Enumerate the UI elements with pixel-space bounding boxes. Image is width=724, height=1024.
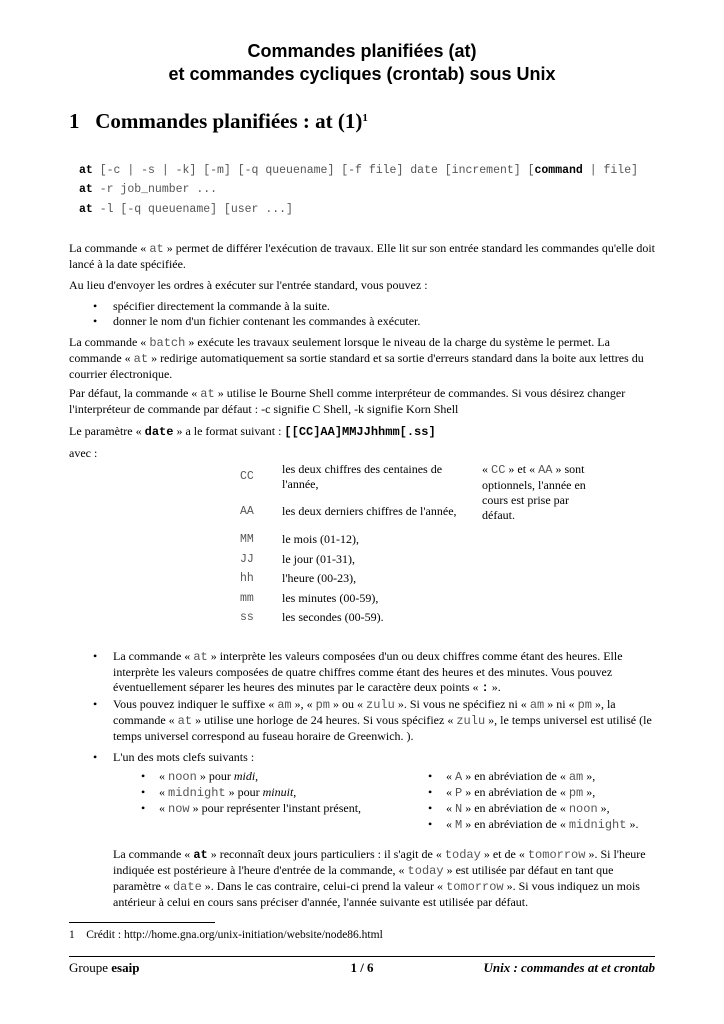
section-heading (69, 108, 368, 134)
code: pm (577, 698, 592, 712)
synopsis-options: -l [-q queuename] [user ...] (92, 203, 293, 216)
code: at (193, 650, 208, 664)
code: at (133, 352, 149, 366)
text: » interprète les valeurs composées d'un ou deux chiffres comme étant des heures. Elle interprète les valeurs composées de quatre chiffres comme étant des heures et des minutes. Vous pouvez éventuellement séparer les heures des minutes par le caractère deux points « (113, 649, 623, 694)
text: », (583, 785, 596, 799)
text: », « (291, 697, 316, 711)
text: « (159, 801, 168, 815)
code: pm (568, 786, 584, 800)
date-note (482, 462, 602, 523)
paragraph-date-format (69, 424, 659, 440)
bullet-list-1 (93, 299, 653, 329)
code: N (455, 802, 463, 816)
text: ». Si l'heure indiquée est postérieure à l'heure d'entrée de la commande, « (113, 847, 646, 877)
text: « (446, 769, 455, 783)
list-item: • L'un des mots clefs suivants : (93, 750, 255, 764)
text: » redirige automatiquement sa sortie standard et sa sortie d'erreurs standard dans la boite aux lettres du courrier électronique. (69, 351, 644, 381)
text: », (583, 769, 596, 783)
text: » en abréviation de « (462, 769, 569, 783)
text: Au lieu d'envoyer les ordres à exécuter sur l'entrée standard, vous pouvez : (69, 278, 428, 292)
field-desc: les minutes (00-59), (282, 591, 379, 605)
text: « (446, 801, 455, 815)
text: Le paramètre « (69, 424, 145, 438)
code: am (568, 770, 584, 784)
field-desc: les secondes (00-59). (282, 610, 384, 624)
code: at (177, 714, 193, 728)
paragraph-today-tomorrow (113, 847, 658, 910)
keyword-item: • « A » en abréviation de « am », (428, 769, 596, 784)
text: » en abréviation de « (462, 785, 569, 799)
group-name: esaip (111, 960, 140, 975)
code: today (444, 848, 481, 862)
text: Par défaut, la commande « (69, 386, 201, 400)
list-item: • donner le nom d'un fichier contenant les commandes à exécuter. (93, 314, 421, 328)
keyword-item: • « P » en abréviation de « pm », (428, 785, 596, 800)
list-item: • La commande « at » interprète les valeurs composées d'un ou deux chiffres comme étant des heures. Elle interprète les valeurs composées de quatre chiffres comme étant des heures et des minutes. Vous pouvez éventuellement séparer les heures des minutes par le caractère deux points « : ». (93, 649, 623, 695)
text: La commande « (113, 847, 194, 861)
paragraph-stdin (69, 278, 659, 293)
text: » sont (552, 462, 585, 476)
text: ». Dans le cas contraire, celui-ci prend la valeur « (201, 879, 447, 893)
footnote-text: Crédit : http://home.gna.org/unix-initiation/website/node86.html (86, 929, 383, 941)
field-code: mm (240, 592, 254, 605)
text: » ou « (330, 697, 367, 711)
code: noon (168, 770, 197, 784)
text: » en abréviation de « (462, 817, 569, 831)
text: », la commande « (113, 697, 616, 727)
code: CC (491, 463, 506, 477)
text: La commande « (113, 649, 194, 663)
text: » utilise une horloge de 24 heures. Si vous spécifiez « (192, 713, 457, 727)
footnote-separator (69, 922, 215, 923)
field-code: MM (240, 533, 254, 546)
keywords-left (141, 769, 361, 817)
code: am (277, 698, 292, 712)
synopsis-cmd: at (79, 203, 93, 216)
code: midnight (568, 818, 627, 832)
code: now (168, 802, 190, 816)
text: » exécute les travaux seulement lorsque le niveau de la charge du système le permet. La commande « (69, 335, 610, 365)
list-item: • Vous pouvez indiquer le suffixe « am », « pm » ou « zulu ». Si vous ne spécifiez ni « am » ni « pm », la commande « at » utilise une horloge de 24 heures. Si vous spécifiez « zulu », le temps universel est utilisé (le temps universel correspond au fuseau horaire de Greenwich. ). (93, 697, 652, 743)
paragraph-batch (69, 335, 659, 382)
code: tomorrow (446, 880, 504, 894)
text: avec : (69, 446, 98, 460)
code: date (172, 880, 202, 894)
title-line-1: Commandes planifiées (at) (247, 41, 477, 61)
title-line-2: et commandes cycliques (crontab) sous Unix (168, 64, 556, 84)
code: midnight (168, 786, 226, 800)
footer-right: Unix : commandes at et crontab (483, 960, 655, 975)
synopsis-line-2 (79, 182, 217, 197)
text: midi (233, 769, 256, 783)
code: AA (538, 463, 553, 477)
footnote-number: 1 (69, 929, 75, 941)
field-desc: l'heure (00-23), (282, 571, 357, 585)
page-number: 1 / 6 (350, 960, 374, 975)
footnote-ref: 1 (362, 112, 368, 124)
synopsis-line-3 (79, 202, 293, 217)
text: ». (626, 817, 639, 831)
list-item-text: donner le nom d'un fichier contenant les commandes à exécuter. (113, 314, 421, 328)
text: » pour (196, 769, 234, 783)
list-item-text: spécifier directement la commande à la suite. (113, 299, 330, 313)
text: » est utilisée par défaut en tant que paramètre « (113, 863, 614, 893)
section-number: 1 (69, 109, 80, 133)
field-code: AA (240, 505, 254, 518)
code: pm (315, 698, 331, 712)
text: L'un des mots clefs suivants : (113, 750, 255, 764)
text: , (255, 769, 259, 783)
code: batch (149, 336, 186, 350)
keyword-item: • « noon » pour midi, (141, 769, 259, 784)
text: », le temps universel est utilisé (le temps universel correspond au fuseau horaire de Greenwich. ). (113, 713, 652, 743)
text: minuit (262, 785, 294, 799)
text: « (482, 462, 491, 476)
synopsis-rest: | file] (582, 164, 639, 177)
text: Vous pouvez indiquer le suffixe « (113, 697, 278, 711)
text: défaut. (482, 508, 515, 522)
code: date (144, 425, 174, 439)
code: : (481, 681, 489, 695)
field-code: hh (240, 572, 254, 585)
text: » et de « (480, 847, 528, 861)
code: zulu (366, 698, 395, 712)
code: M (455, 818, 463, 832)
keyword-item: • « N » en abréviation de « noon », (428, 801, 610, 816)
text: ». (488, 680, 501, 694)
text: » pour (225, 785, 263, 799)
code: P (455, 786, 463, 800)
text: » en abréviation de « (462, 801, 569, 815)
text: La commande « (69, 335, 150, 349)
synopsis-options: -r job_number ... (92, 183, 218, 196)
text: » a le format suivant : (173, 424, 285, 438)
field-desc (282, 462, 442, 492)
text: « (446, 817, 455, 831)
text: « (446, 785, 455, 799)
text: « (159, 769, 168, 783)
text: » ni « (544, 697, 578, 711)
code: tomorrow (527, 848, 586, 862)
synopsis-command-keyword: command (534, 164, 583, 177)
code: A (455, 770, 463, 784)
date-format: [[CC]AA]MMJJhhmm[.ss] (284, 425, 436, 439)
field-code: JJ (240, 553, 254, 566)
paragraph-shell (69, 386, 659, 417)
text: » permet de différer l'exécution de travaux. Elle lit sur son entrée standard les commandes qu'elle doit lancé à la date spécifiée. (69, 241, 655, 271)
synopsis-cmd: at (79, 164, 93, 177)
keyword-item: • « M » en abréviation de « midnight ». (428, 817, 639, 832)
paragraph-intro (69, 241, 659, 272)
text: l'année, (282, 477, 319, 491)
field-code: ss (240, 611, 254, 624)
code: at (200, 387, 215, 401)
keywords-right (428, 769, 638, 833)
text: La commande « (69, 241, 150, 255)
text: Groupe (69, 960, 112, 975)
synopsis-line-1 (79, 163, 638, 178)
text: », (597, 801, 610, 815)
text: » reconnaît deux jours particuliers : il s'agit de « (207, 847, 445, 861)
text: les deux chiffres des centaines de (282, 462, 443, 476)
code: am (529, 698, 545, 712)
text: optionnels, l'année en (482, 478, 586, 492)
field-desc: le jour (01-31), (282, 552, 355, 566)
code: zulu (456, 714, 486, 728)
text: » et « (505, 462, 539, 476)
text: ». Si vous ne spécifiez ni « (394, 697, 530, 711)
code: today (407, 864, 444, 878)
list-item: • spécifier directement la commande à la suite. (93, 299, 330, 313)
code: at (149, 242, 164, 256)
footnote (69, 928, 383, 943)
paragraph-avec (69, 446, 659, 461)
text: « (159, 785, 168, 799)
text: cours est prise par (482, 493, 569, 507)
keyword-item: • « now » pour représenter l'instant présent, (141, 801, 362, 816)
text: » utilise le Bourne Shell comme interpréteur de commandes. Si vous désirez changer l'interpréteur de commande par défaut : -c signifie C Shell, -k signifie Korn Shell (69, 386, 626, 416)
section-heading-text: Commandes planifiées : at (1) (95, 109, 363, 133)
field-code: CC (240, 470, 254, 483)
text: , (293, 785, 297, 799)
field-desc: les deux derniers chiffres de l'année, (282, 504, 457, 518)
keyword-item: • « midnight » pour minuit, (141, 785, 297, 800)
footer-separator (69, 956, 655, 957)
bullet-list-2 (93, 649, 658, 765)
synopsis-cmd: at (79, 183, 93, 196)
synopsis-options: [-c | -s | -k] [-m] [-q queuename] [-f file] date [increment] [ (92, 164, 535, 177)
text: ». Si vous indiquez un mois antérieur à celui en cours sans préciser d'année, l'année suivante est utilisée par défaut. (113, 879, 640, 909)
text: » pour représenter l'instant présent, (189, 801, 362, 815)
field-desc: le mois (01-12), (282, 532, 359, 546)
code: noon (568, 802, 598, 816)
document-title (0, 40, 724, 86)
code: at (193, 848, 208, 862)
